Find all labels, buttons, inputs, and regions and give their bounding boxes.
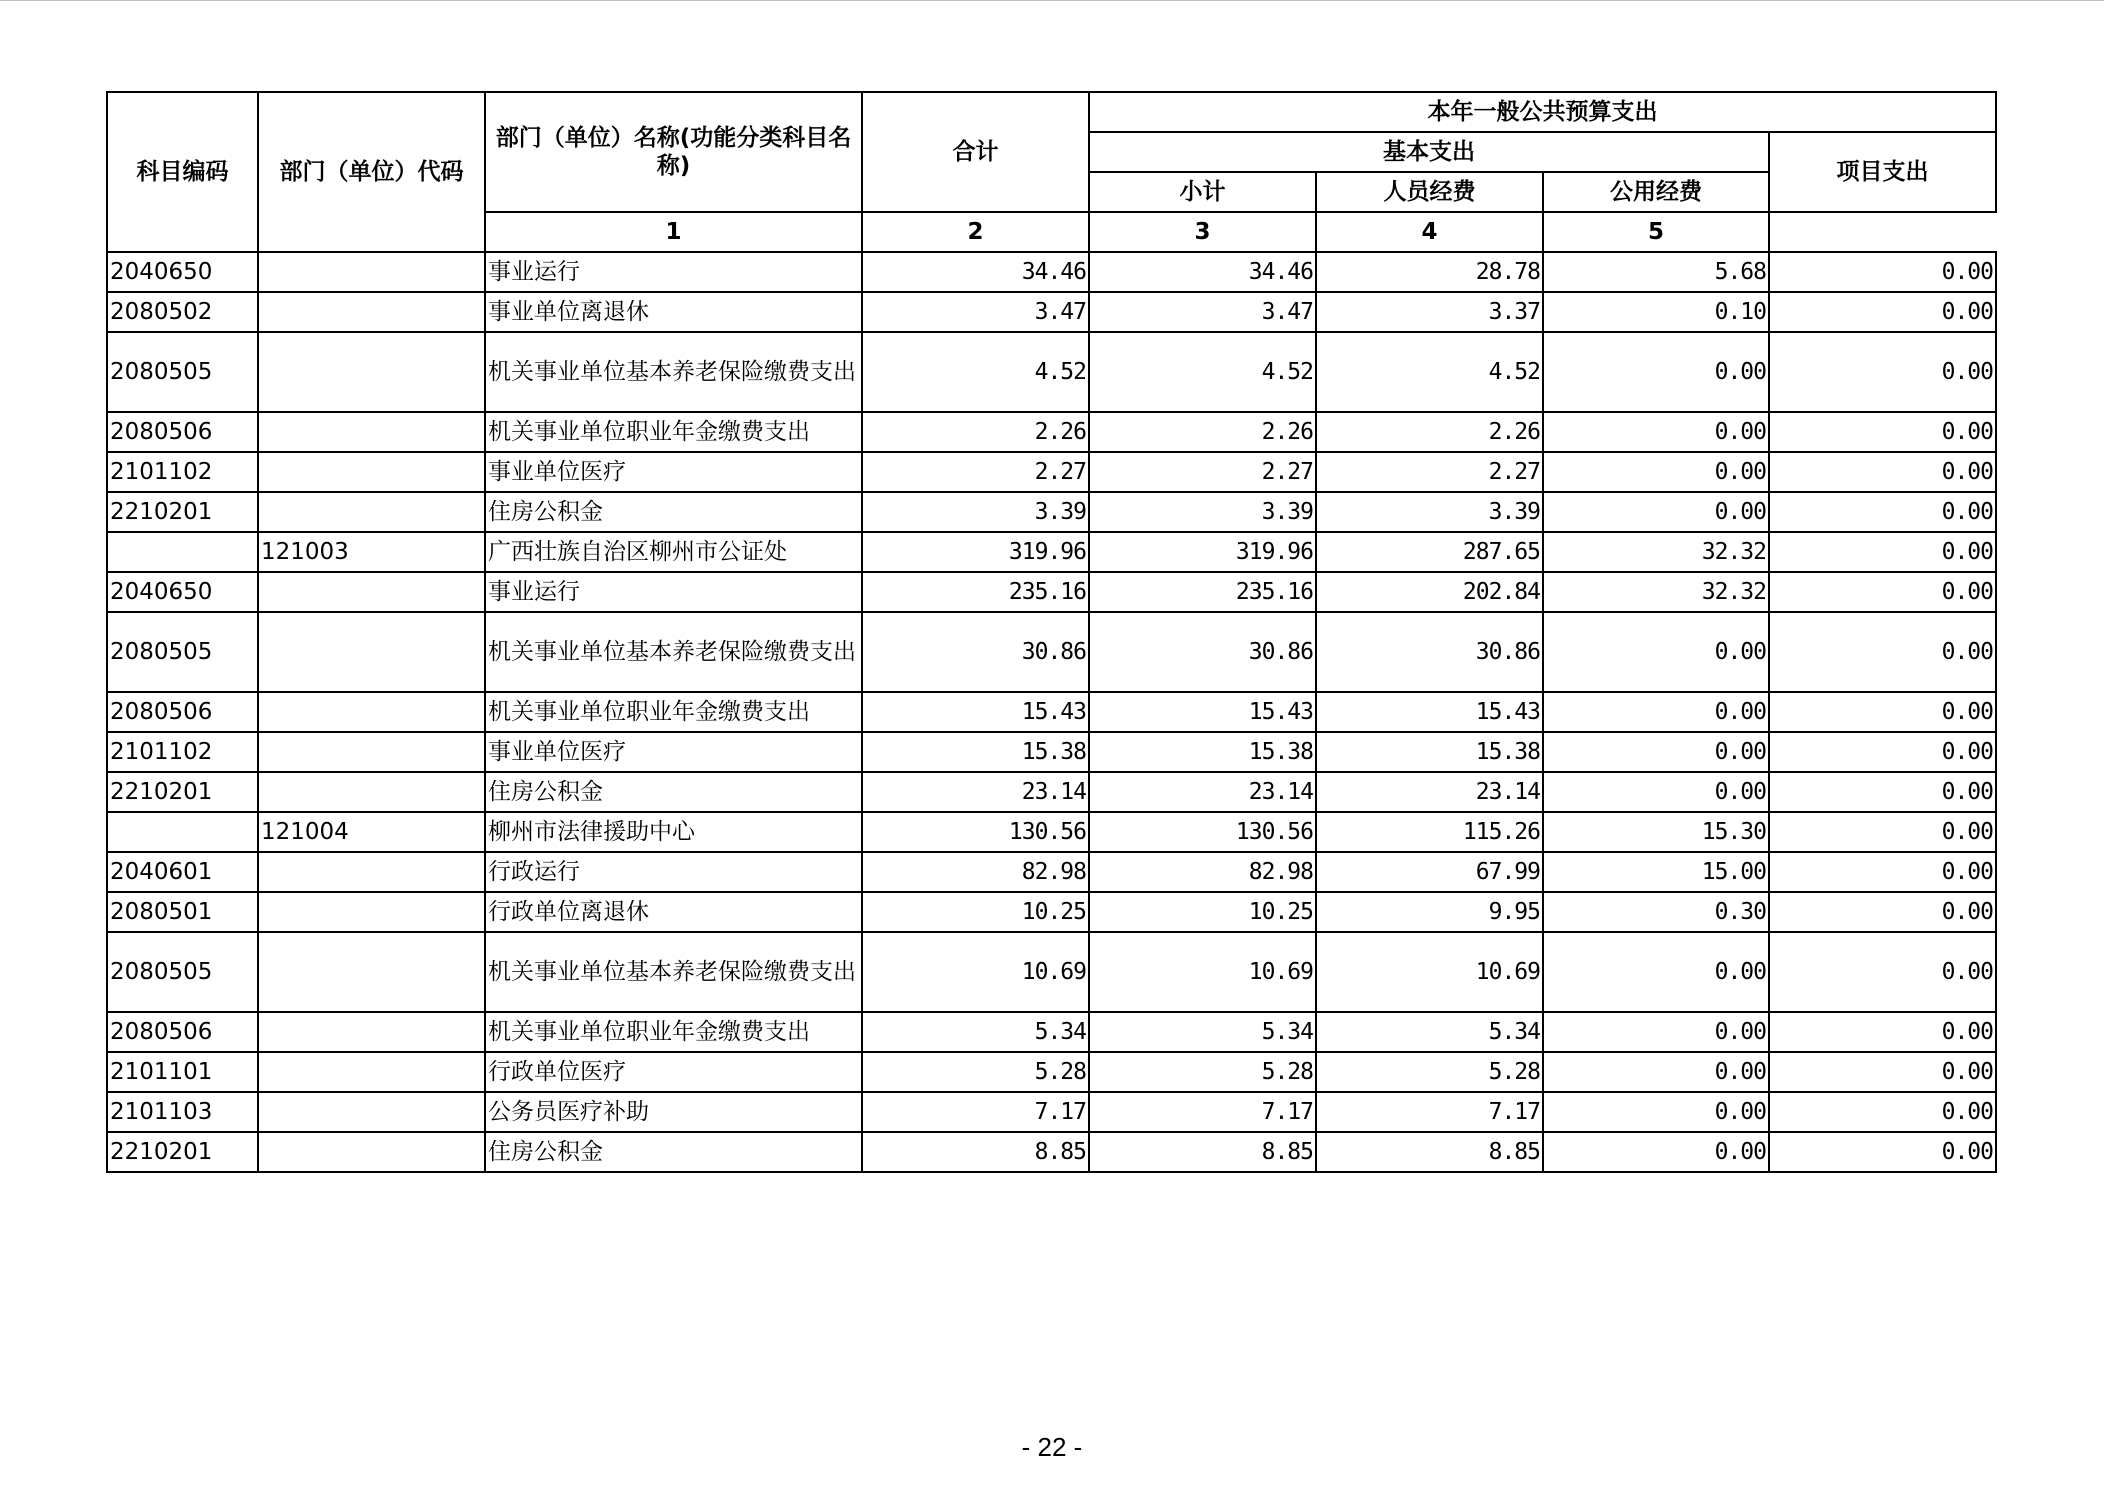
cell-personnel: 15.38 [1316, 732, 1543, 772]
cell-name: 住房公积金 [485, 492, 862, 532]
header-public-funds: 公用经费 [1543, 172, 1769, 212]
cell-subtotal: 130.56 [1089, 812, 1316, 852]
cell-subject-code: 2040650 [107, 572, 258, 612]
cell-personnel: 2.27 [1316, 452, 1543, 492]
cell-name: 行政运行 [485, 852, 862, 892]
cell-subtotal: 82.98 [1089, 852, 1316, 892]
table-row [107, 332, 1996, 412]
cell-subject-code: 2080505 [107, 332, 258, 412]
header-col-number-5: 5 [1543, 212, 1769, 252]
cell-total: 5.34 [862, 1012, 1089, 1052]
header-col-number-3: 3 [1089, 212, 1316, 252]
header-basic-expenditure: 基本支出 [1089, 132, 1769, 172]
cell-subject-code: 2210201 [107, 1132, 258, 1172]
table-row [107, 252, 1996, 292]
header-col-number-4: 4 [1316, 212, 1543, 252]
cell-personnel: 15.43 [1316, 692, 1543, 732]
header-project-expenditure: 项目支出 [1769, 132, 1996, 212]
cell-unit-code [258, 772, 485, 812]
table-row [107, 572, 1996, 612]
cell-name: 机关事业单位基本养老保险缴费支出 [485, 612, 862, 692]
cell-name: 柳州市法律援助中心 [485, 812, 862, 852]
header-col-number-2: 2 [862, 212, 1089, 252]
cell-unit-code [258, 1052, 485, 1092]
header-general-budget-expenditure: 本年一般公共预算支出 [1089, 92, 1996, 132]
cell-total: 5.28 [862, 1052, 1089, 1092]
cell-personnel: 23.14 [1316, 772, 1543, 812]
cell-project: 0.00 [1769, 892, 1996, 932]
cell-personnel: 202.84 [1316, 572, 1543, 612]
cell-total: 130.56 [862, 812, 1089, 852]
cell-subtotal: 10.69 [1089, 932, 1316, 1012]
cell-name: 住房公积金 [485, 1132, 862, 1172]
table-row [107, 1012, 1996, 1052]
header-unit-code: 部门（单位）代码 [258, 92, 485, 252]
cell-public: 0.00 [1543, 1132, 1769, 1172]
cell-project: 0.00 [1769, 412, 1996, 452]
cell-project: 0.00 [1769, 1052, 1996, 1092]
cell-total: 30.86 [862, 612, 1089, 692]
cell-subject-code: 2040601 [107, 852, 258, 892]
cell-unit-code [258, 1092, 485, 1132]
cell-personnel: 2.26 [1316, 412, 1543, 452]
cell-subtotal: 30.86 [1089, 612, 1316, 692]
cell-total: 82.98 [862, 852, 1089, 892]
cell-name: 机关事业单位基本养老保险缴费支出 [485, 932, 862, 1012]
cell-personnel: 9.95 [1316, 892, 1543, 932]
cell-personnel: 3.37 [1316, 292, 1543, 332]
cell-total: 23.14 [862, 772, 1089, 812]
cell-public: 15.00 [1543, 852, 1769, 892]
cell-name: 行政单位医疗 [485, 1052, 862, 1092]
cell-project: 0.00 [1769, 692, 1996, 732]
cell-public: 5.68 [1543, 252, 1769, 292]
cell-project: 0.00 [1769, 932, 1996, 1012]
cell-public: 0.00 [1543, 492, 1769, 532]
cell-total: 235.16 [862, 572, 1089, 612]
cell-personnel: 5.34 [1316, 1012, 1543, 1052]
cell-project: 0.00 [1769, 332, 1996, 412]
cell-subject-code: 2101102 [107, 452, 258, 492]
cell-subject-code [107, 812, 258, 852]
cell-subject-code: 2080506 [107, 692, 258, 732]
cell-project: 0.00 [1769, 812, 1996, 852]
cell-unit-code: 121004 [258, 812, 485, 852]
cell-subject-code [107, 532, 258, 572]
cell-public: 0.00 [1543, 1052, 1769, 1092]
table-row-unit-summary [107, 532, 1996, 572]
cell-subtotal: 235.16 [1089, 572, 1316, 612]
table-row [107, 892, 1996, 932]
cell-public: 0.00 [1543, 412, 1769, 452]
cell-unit-code [258, 732, 485, 772]
cell-unit-code [258, 412, 485, 452]
cell-name: 事业运行 [485, 252, 862, 292]
cell-subject-code: 2080502 [107, 292, 258, 332]
cell-public: 0.30 [1543, 892, 1769, 932]
table-row [107, 932, 1996, 1012]
cell-personnel: 67.99 [1316, 852, 1543, 892]
cell-subtotal: 8.85 [1089, 1132, 1316, 1172]
cell-public: 0.00 [1543, 692, 1769, 732]
table-row [107, 1132, 1996, 1172]
cell-total: 4.52 [862, 332, 1089, 412]
cell-personnel: 115.26 [1316, 812, 1543, 852]
cell-subject-code: 2210201 [107, 492, 258, 532]
cell-subtotal: 2.27 [1089, 452, 1316, 492]
cell-unit-code [258, 1132, 485, 1172]
cell-total: 7.17 [862, 1092, 1089, 1132]
cell-unit-code: 121003 [258, 532, 485, 572]
cell-personnel: 30.86 [1316, 612, 1543, 692]
cell-project: 0.00 [1769, 772, 1996, 812]
cell-subtotal: 5.28 [1089, 1052, 1316, 1092]
table-row [107, 692, 1996, 732]
cell-public: 0.10 [1543, 292, 1769, 332]
cell-subtotal: 3.39 [1089, 492, 1316, 532]
cell-name: 广西壮族自治区柳州市公证处 [485, 532, 862, 572]
cell-public: 32.32 [1543, 572, 1769, 612]
cell-total: 10.69 [862, 932, 1089, 1012]
header-unit-name: 部门（单位）名称(功能分类科目名称) [485, 92, 862, 212]
cell-unit-code [258, 692, 485, 732]
cell-project: 0.00 [1769, 1092, 1996, 1132]
cell-unit-code [258, 292, 485, 332]
cell-project: 0.00 [1769, 572, 1996, 612]
cell-personnel: 10.69 [1316, 932, 1543, 1012]
cell-personnel: 4.52 [1316, 332, 1543, 412]
header-col-number-1: 1 [485, 212, 862, 252]
cell-subject-code: 2080505 [107, 932, 258, 1012]
cell-subtotal: 2.26 [1089, 412, 1316, 452]
cell-subject-code: 2101101 [107, 1052, 258, 1092]
cell-subtotal: 5.34 [1089, 1012, 1316, 1052]
cell-name: 事业运行 [485, 572, 862, 612]
header-personnel-funds: 人员经费 [1316, 172, 1543, 212]
table-row [107, 772, 1996, 812]
cell-project: 0.00 [1769, 252, 1996, 292]
budget-expenditure-table [106, 91, 1997, 1173]
top-border-line [0, 0, 2104, 1]
cell-project: 0.00 [1769, 1132, 1996, 1172]
cell-unit-code [258, 332, 485, 412]
cell-total: 15.38 [862, 732, 1089, 772]
cell-personnel: 287.65 [1316, 532, 1543, 572]
cell-unit-code [258, 892, 485, 932]
cell-total: 3.39 [862, 492, 1089, 532]
cell-project: 0.00 [1769, 852, 1996, 892]
cell-name: 公务员医疗补助 [485, 1092, 862, 1132]
cell-project: 0.00 [1769, 732, 1996, 772]
cell-project: 0.00 [1769, 532, 1996, 572]
cell-subject-code: 2040650 [107, 252, 258, 292]
cell-name: 机关事业单位职业年金缴费支出 [485, 412, 862, 452]
cell-public: 0.00 [1543, 1092, 1769, 1132]
cell-project: 0.00 [1769, 1012, 1996, 1052]
cell-project: 0.00 [1769, 292, 1996, 332]
table-row [107, 612, 1996, 692]
cell-subject-code: 2101102 [107, 732, 258, 772]
cell-public: 0.00 [1543, 332, 1769, 412]
cell-public: 15.30 [1543, 812, 1769, 852]
cell-public: 0.00 [1543, 932, 1769, 1012]
cell-subject-code: 2210201 [107, 772, 258, 812]
cell-subtotal: 34.46 [1089, 252, 1316, 292]
cell-total: 10.25 [862, 892, 1089, 932]
cell-subject-code: 2080505 [107, 612, 258, 692]
header-total: 合计 [862, 92, 1089, 212]
cell-public: 0.00 [1543, 772, 1769, 812]
header-subtotal: 小计 [1089, 172, 1316, 212]
cell-unit-code [258, 572, 485, 612]
cell-total: 8.85 [862, 1132, 1089, 1172]
cell-subject-code: 2080506 [107, 1012, 258, 1052]
table-row [107, 732, 1996, 772]
cell-unit-code [258, 852, 485, 892]
cell-unit-code [258, 252, 485, 292]
cell-subtotal: 3.47 [1089, 292, 1316, 332]
cell-subject-code: 2080501 [107, 892, 258, 932]
table-row [107, 852, 1996, 892]
cell-subtotal: 319.96 [1089, 532, 1316, 572]
cell-unit-code [258, 612, 485, 692]
cell-total: 15.43 [862, 692, 1089, 732]
cell-total: 2.27 [862, 452, 1089, 492]
cell-personnel: 5.28 [1316, 1052, 1543, 1092]
cell-subtotal: 10.25 [1089, 892, 1316, 932]
cell-total: 34.46 [862, 252, 1089, 292]
cell-project: 0.00 [1769, 492, 1996, 532]
cell-personnel: 7.17 [1316, 1092, 1543, 1132]
table-row [107, 1052, 1996, 1092]
cell-total: 3.47 [862, 292, 1089, 332]
cell-name: 机关事业单位职业年金缴费支出 [485, 692, 862, 732]
cell-subject-code: 2080506 [107, 412, 258, 452]
cell-name: 住房公积金 [485, 772, 862, 812]
table-row-unit-summary [107, 812, 1996, 852]
cell-subtotal: 23.14 [1089, 772, 1316, 812]
cell-subtotal: 4.52 [1089, 332, 1316, 412]
cell-project: 0.00 [1769, 612, 1996, 692]
cell-total: 2.26 [862, 412, 1089, 452]
cell-unit-code [258, 492, 485, 532]
cell-name: 机关事业单位职业年金缴费支出 [485, 1012, 862, 1052]
cell-personnel: 3.39 [1316, 492, 1543, 532]
cell-public: 32.32 [1543, 532, 1769, 572]
table-row [107, 412, 1996, 452]
cell-public: 0.00 [1543, 732, 1769, 772]
cell-name: 行政单位离退休 [485, 892, 862, 932]
cell-personnel: 28.78 [1316, 252, 1543, 292]
table-row [107, 292, 1996, 332]
cell-unit-code [258, 1012, 485, 1052]
cell-project: 0.00 [1769, 452, 1996, 492]
cell-public: 0.00 [1543, 612, 1769, 692]
cell-unit-code [258, 452, 485, 492]
cell-subtotal: 15.43 [1089, 692, 1316, 732]
cell-unit-code [258, 932, 485, 1012]
cell-subtotal: 7.17 [1089, 1092, 1316, 1132]
table-row [107, 492, 1996, 532]
cell-personnel: 8.85 [1316, 1132, 1543, 1172]
cell-subject-code: 2101103 [107, 1092, 258, 1132]
table-row [107, 452, 1996, 492]
cell-public: 0.00 [1543, 1012, 1769, 1052]
cell-public: 0.00 [1543, 452, 1769, 492]
cell-name: 机关事业单位基本养老保险缴费支出 [485, 332, 862, 412]
table-row [107, 1092, 1996, 1132]
cell-name: 事业单位离退休 [485, 292, 862, 332]
header-subject-code: 科目编码 [107, 92, 258, 252]
cell-name: 事业单位医疗 [485, 732, 862, 772]
page-number: - 22 - [1021, 1432, 1083, 1462]
cell-name: 事业单位医疗 [485, 452, 862, 492]
cell-total: 319.96 [862, 532, 1089, 572]
cell-subtotal: 15.38 [1089, 732, 1316, 772]
